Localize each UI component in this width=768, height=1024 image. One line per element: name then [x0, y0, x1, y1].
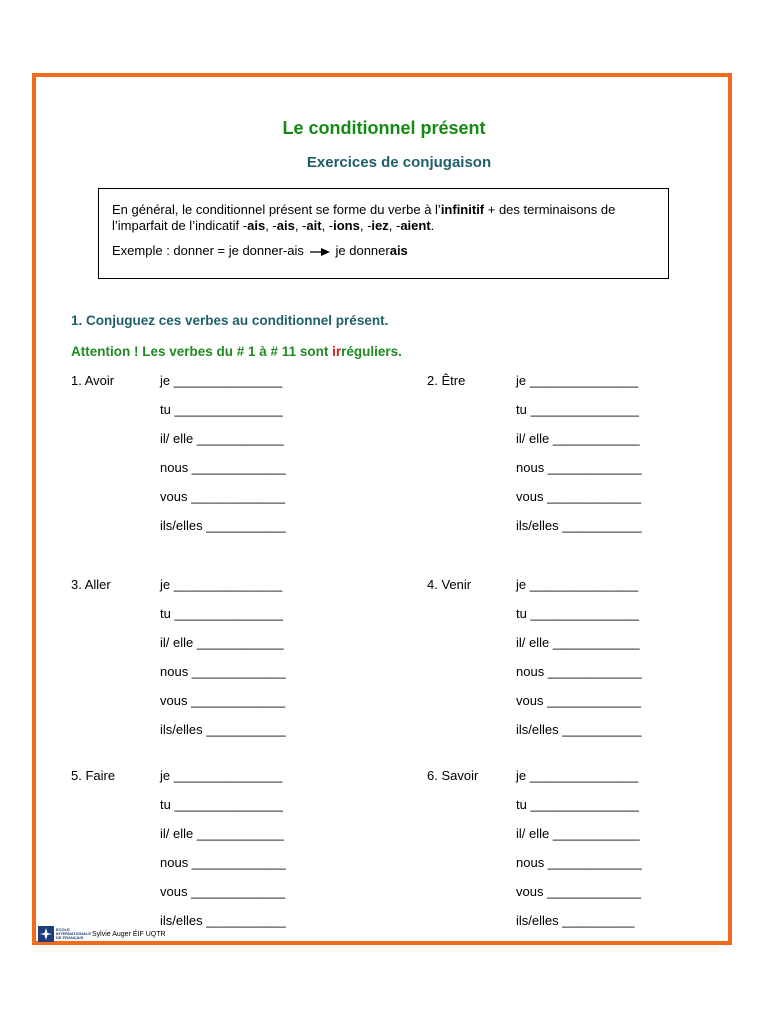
conjugation-blank[interactable]: ils/elles ___________: [160, 722, 286, 737]
attention-part: Attention ! Les verbes du # 1 à # 11 sont: [71, 344, 333, 359]
ending-ais: ais: [276, 218, 295, 233]
conjugation-blank[interactable]: nous _____________: [516, 855, 642, 870]
exercise-question: 1. Conjuguez ces verbes au conditionnel présent.: [71, 313, 389, 328]
conjugation-blank[interactable]: vous _____________: [516, 884, 642, 899]
rule-info-box: [98, 188, 669, 279]
school-logo: [38, 925, 92, 943]
verb-label: 1. Avoir: [71, 373, 115, 388]
rule-text: En général, le conditionnel présent se forme du verbe à l’infinitif + des terminaisons de l’imparfait de l’indicatif -ais, -ais, -ait, -ions, -iez, -aient.: [112, 202, 616, 233]
ending-ais: ais: [247, 218, 266, 233]
ending-aient: aient: [400, 218, 431, 233]
footer-credit: Sylvie Auger ÉIF UQTR: [92, 930, 166, 938]
conjugation-blank[interactable]: nous _____________: [160, 664, 286, 679]
conjugation-blank[interactable]: tu _______________: [160, 797, 283, 812]
attention-note: [71, 344, 402, 359]
conjugation-blank[interactable]: il/ elle ____________: [516, 635, 640, 650]
conjugation-blank[interactable]: tu _______________: [516, 797, 639, 812]
page-subtitle: Exercices de conjugaison: [306, 154, 492, 171]
example-part: je donner: [335, 243, 390, 258]
page-title: Le conditionnel présent: [282, 118, 486, 138]
rule-text-part: En général, le conditionnel présent se forme du verbe à l’: [112, 202, 441, 217]
fleur-logo-icon: [38, 926, 54, 942]
conjugation-blank[interactable]: il/ elle ____________: [160, 635, 284, 650]
conjugation-blank[interactable]: ils/elles __________: [516, 913, 635, 928]
conjugation-blank[interactable]: vous _____________: [160, 693, 286, 708]
verb-label: 4. Venir: [427, 577, 472, 592]
conjugation-blank[interactable]: nous _____________: [516, 460, 642, 475]
example-text: [112, 243, 656, 259]
ending-ions: ions: [333, 218, 360, 233]
conjugation-blank[interactable]: il/ elle ____________: [160, 826, 284, 841]
ending-ait: ait: [306, 218, 322, 233]
conjugation-blank[interactable]: tu _______________: [160, 402, 283, 417]
conjugation-blank[interactable]: il/ elle ____________: [160, 431, 284, 446]
rule-bold-infinitif: infinitif: [440, 202, 485, 217]
conjugation-blank[interactable]: tu _______________: [516, 402, 639, 417]
conjugation-blank[interactable]: je _______________: [516, 373, 639, 388]
conjugation-blank[interactable]: tu _______________: [160, 606, 283, 621]
conjugation-blank[interactable]: ils/elles ___________: [160, 913, 286, 928]
verb-label: 5. Faire: [71, 768, 116, 783]
attention-highlight: ir: [332, 344, 342, 359]
conjugation-blank[interactable]: vous _____________: [516, 693, 642, 708]
rule-text-part: + des terminaisons de: [484, 202, 616, 217]
verb-label: 3. Aller: [71, 577, 111, 592]
conjugation-blank[interactable]: vous _____________: [160, 884, 286, 899]
example-part: Exemple : donner = je donner-ais: [112, 243, 304, 258]
arrow-right-icon: [310, 248, 330, 256]
conjugation-blank[interactable]: ils/elles ___________: [516, 518, 642, 533]
footer: [38, 925, 166, 943]
conjugation-blank[interactable]: je _______________: [516, 768, 639, 783]
conjugation-blank[interactable]: je _______________: [160, 373, 283, 388]
logo-text: ÉCOLE INTERNATIONALE DE FRANÇAIS: [56, 927, 92, 940]
conjugation-blank[interactable]: vous _____________: [160, 489, 286, 504]
conjugation-blank[interactable]: je _______________: [160, 577, 283, 592]
ending-iez: iez: [371, 218, 389, 233]
conjugation-blank[interactable]: vous _____________: [516, 489, 642, 504]
conjugation-blank[interactable]: il/ elle ____________: [516, 431, 640, 446]
conjugation-blank[interactable]: tu _______________: [516, 606, 639, 621]
verb-label: 2. Être: [427, 373, 466, 388]
conjugation-blank[interactable]: je _______________: [160, 768, 283, 783]
attention-part: réguliers.: [341, 344, 402, 359]
conjugation-blank[interactable]: nous _____________: [160, 855, 286, 870]
conjugation-blank[interactable]: nous _____________: [516, 664, 642, 679]
example-bold-ending: ais: [389, 243, 408, 258]
conjugation-blank[interactable]: ils/elles ___________: [516, 722, 642, 737]
conjugation-blank[interactable]: je _______________: [516, 577, 639, 592]
verb-label: 6. Savoir: [427, 768, 479, 783]
rule-text-part: l’imparfait de l’indicatif -: [112, 218, 248, 233]
conjugation-blank[interactable]: nous _____________: [160, 460, 286, 475]
conjugation-blank[interactable]: ils/elles ___________: [160, 518, 286, 533]
conjugation-blank[interactable]: il/ elle ____________: [516, 826, 640, 841]
